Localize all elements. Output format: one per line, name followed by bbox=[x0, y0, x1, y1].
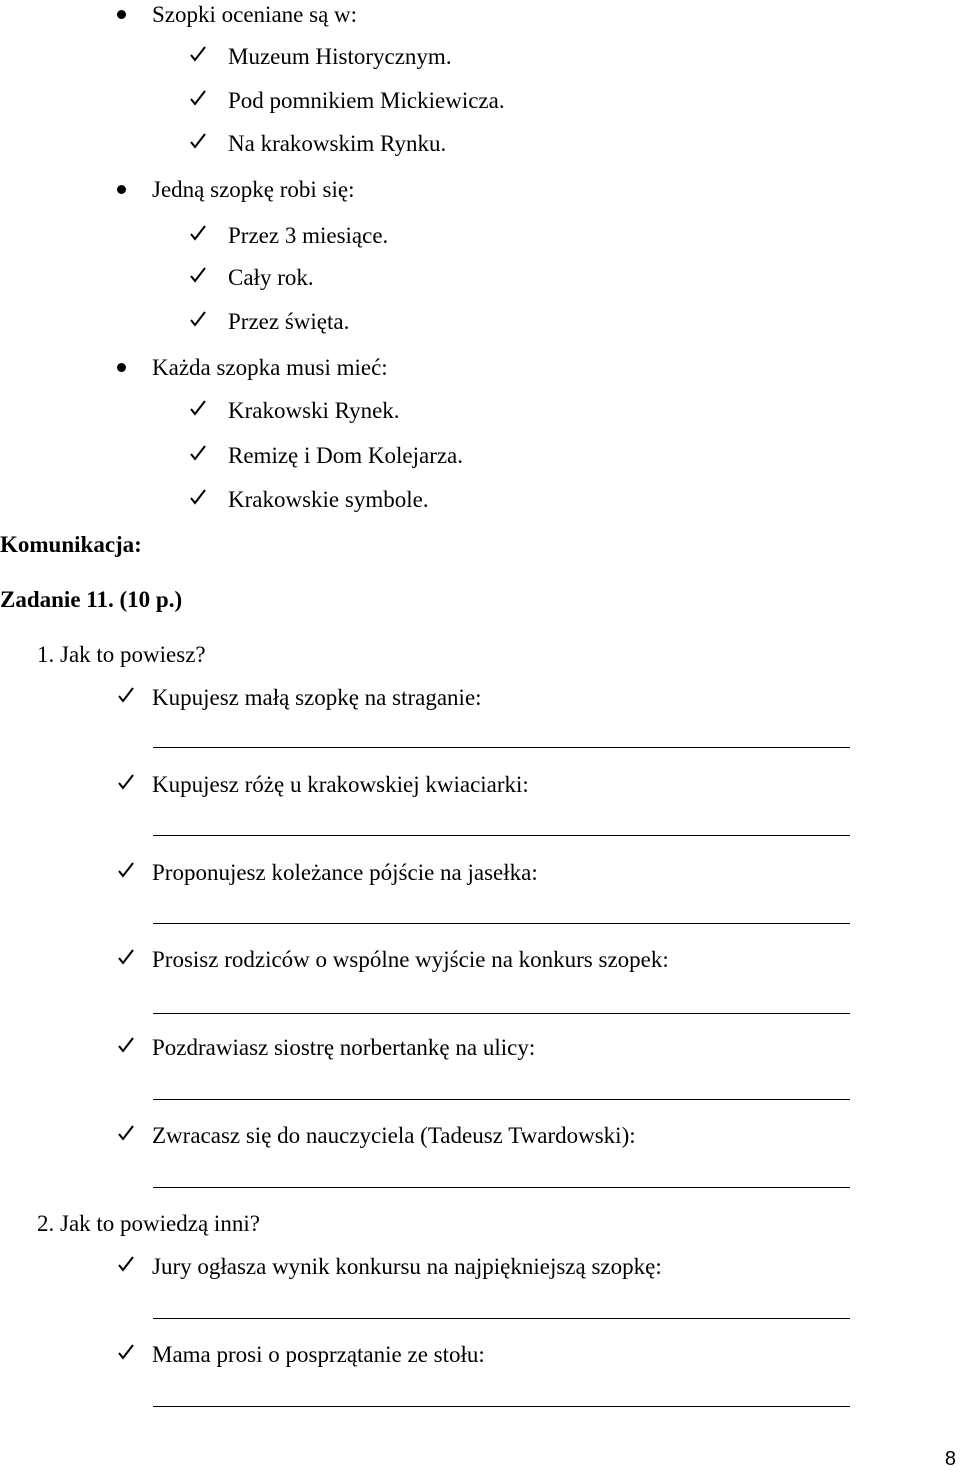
page-number: 8 bbox=[944, 1448, 956, 1470]
checkmark-icon bbox=[190, 90, 206, 107]
checkmark-icon bbox=[190, 46, 206, 63]
checkmark-icon bbox=[190, 400, 206, 417]
question-label: Jedną szopkę robi się: bbox=[152, 177, 355, 202]
answer-option[interactable]: Na krakowskim Rynku. bbox=[228, 131, 447, 156]
prompt-text: Prosisz rodziców o wspólne wyjście na konkurs szopek: bbox=[152, 947, 669, 972]
checkmark-icon bbox=[118, 1037, 134, 1054]
task-heading: Zadanie 11. (10 p.) bbox=[0, 587, 183, 612]
answer-line[interactable] bbox=[153, 1318, 850, 1319]
bullet-icon bbox=[117, 363, 126, 372]
prompt-text: Jury ogłasza wynik konkursu na najpiękniejszą szopkę: bbox=[152, 1254, 662, 1279]
prompt-text: Mama prosi o posprzątanie ze stołu: bbox=[152, 1342, 485, 1367]
checkmark-icon bbox=[190, 133, 206, 150]
question-label: Każda szopka musi mieć: bbox=[152, 355, 388, 380]
answer-option[interactable]: Przez święta. bbox=[228, 309, 350, 334]
checkmark-icon bbox=[118, 1125, 134, 1142]
prompt-text: Kupujesz małą szopkę na straganie: bbox=[152, 685, 482, 710]
prompt-text: Kupujesz różę u krakowskiej kwiaciarki: bbox=[152, 772, 529, 797]
answer-line[interactable] bbox=[153, 1099, 850, 1100]
answer-line[interactable] bbox=[153, 923, 850, 924]
answer-line[interactable] bbox=[153, 1406, 850, 1407]
answer-line[interactable] bbox=[153, 1013, 850, 1014]
checkmark-icon bbox=[190, 445, 206, 462]
checkmark-icon bbox=[118, 687, 134, 704]
part1-title: 1. Jak to powiesz? bbox=[37, 642, 206, 667]
checkmark-icon bbox=[190, 267, 206, 284]
checkmark-icon bbox=[118, 1256, 134, 1273]
prompt-text: Pozdrawiasz siostrę norbertankę na ulicy: bbox=[152, 1035, 536, 1060]
bullet-icon bbox=[117, 185, 126, 194]
answer-line[interactable] bbox=[153, 1187, 850, 1188]
checkmark-icon bbox=[118, 862, 134, 879]
section-heading: Komunikacja: bbox=[0, 532, 142, 557]
answer-option[interactable]: Remizę i Dom Kolejarza. bbox=[228, 443, 464, 468]
checkmark-icon bbox=[118, 949, 134, 966]
answer-option[interactable]: Cały rok. bbox=[228, 265, 314, 290]
checkmark-icon bbox=[118, 1344, 134, 1361]
checkmark-icon bbox=[190, 489, 206, 506]
checkmark-icon bbox=[118, 774, 134, 791]
question-label: Szopki oceniane są w: bbox=[152, 2, 358, 27]
answer-line[interactable] bbox=[153, 747, 850, 748]
answer-option[interactable]: Krakowskie symbole. bbox=[228, 487, 429, 512]
answer-option[interactable]: Pod pomnikiem Mickiewicza. bbox=[228, 88, 505, 113]
answer-option[interactable]: Przez 3 miesiące. bbox=[228, 223, 389, 248]
bullet-icon bbox=[117, 10, 126, 19]
part2-title: 2. Jak to powiedzą inni? bbox=[37, 1211, 260, 1236]
checkmark-icon bbox=[190, 311, 206, 328]
prompt-text: Proponujesz koleżance pójście na jasełka: bbox=[152, 860, 538, 885]
prompt-text: Zwracasz się do nauczyciela (Tadeusz Twardowski): bbox=[152, 1123, 636, 1148]
answer-option[interactable]: Krakowski Rynek. bbox=[228, 398, 400, 423]
answer-option[interactable]: Muzeum Historycznym. bbox=[228, 44, 452, 69]
checkmark-icon bbox=[190, 225, 206, 242]
answer-line[interactable] bbox=[153, 835, 850, 836]
